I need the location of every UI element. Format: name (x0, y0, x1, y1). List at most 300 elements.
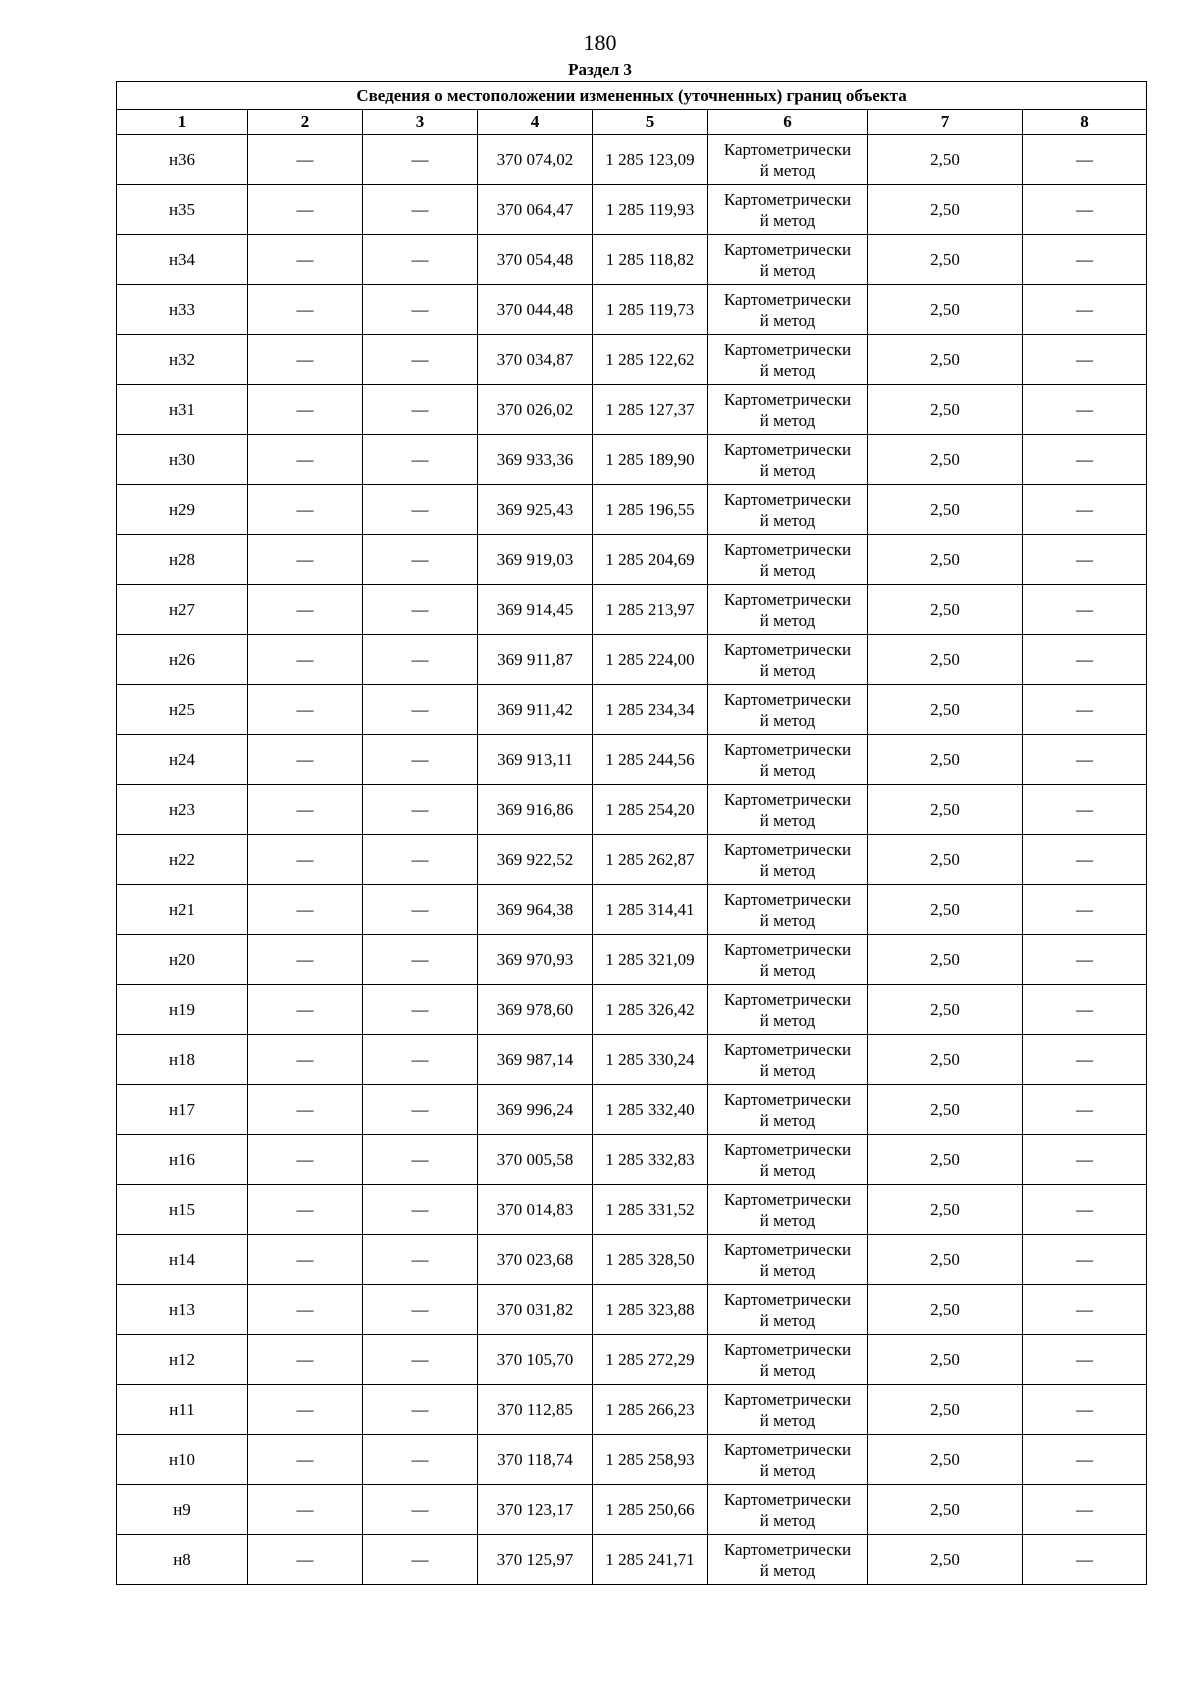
column-2-cell: — (248, 1185, 363, 1235)
method-cell (708, 1235, 868, 1285)
method-cell (708, 135, 868, 185)
point-cell: н13 (117, 1285, 248, 1335)
column-2-cell: — (248, 585, 363, 635)
point-cell: н32 (117, 335, 248, 385)
method-line: Картометрически (723, 1339, 852, 1359)
column-3-cell: — (363, 635, 478, 685)
y-coordinate-cell: 1 285 332,83 (593, 1135, 708, 1185)
method-cell (708, 885, 868, 935)
method-line: Картометрически (723, 639, 852, 659)
column-3-cell: — (363, 235, 478, 285)
column-8-cell: — (1023, 985, 1147, 1035)
column-number-4: 4 (478, 110, 593, 135)
method-cell (708, 835, 868, 885)
method-line: Картометрически (723, 389, 852, 409)
table-row (117, 1485, 1147, 1535)
y-coordinate-cell: 1 285 266,23 (593, 1385, 708, 1435)
column-2-cell: — (248, 935, 363, 985)
accuracy-cell: 2,50 (868, 1535, 1023, 1585)
point-cell: н20 (117, 935, 248, 985)
y-coordinate-cell: 1 285 213,97 (593, 585, 708, 635)
x-coordinate-cell: 370 005,58 (478, 1135, 593, 1185)
y-coordinate-cell: 1 285 272,29 (593, 1335, 708, 1385)
method-line: Картометрически (723, 989, 852, 1009)
x-coordinate-cell: 369 919,03 (478, 535, 593, 585)
x-coordinate-cell: 369 964,38 (478, 885, 593, 935)
column-2-cell: — (248, 1235, 363, 1285)
method-cell (708, 385, 868, 435)
column-3-cell: — (363, 335, 478, 385)
accuracy-cell: 2,50 (868, 1435, 1023, 1485)
method-line: Картометрически (723, 939, 852, 959)
column-2-cell: — (248, 885, 363, 935)
y-coordinate-cell: 1 285 254,20 (593, 785, 708, 835)
method-line: Картометрически (723, 439, 852, 459)
x-coordinate-cell: 369 970,93 (478, 935, 593, 985)
method-line: Картометрически (723, 1139, 852, 1159)
column-8-cell: — (1023, 385, 1147, 435)
method-cell (708, 635, 868, 685)
method-line: й метод (759, 1010, 816, 1030)
column-3-cell: — (363, 1185, 478, 1235)
column-2-cell: — (248, 1285, 363, 1335)
column-3-cell: — (363, 1335, 478, 1385)
method-line: Картометрически (723, 1039, 852, 1059)
table-row (117, 985, 1147, 1035)
y-coordinate-cell: 1 285 250,66 (593, 1485, 708, 1535)
column-3-cell: — (363, 535, 478, 585)
method-cell (708, 285, 868, 335)
method-line: Картометрически (723, 239, 852, 259)
table-caption: Сведения о местоположении измененных (уточненных) границ объекта (117, 82, 1147, 110)
method-line: й метод (759, 410, 816, 430)
column-2-cell: — (248, 135, 363, 185)
point-cell: н21 (117, 885, 248, 935)
point-cell: н15 (117, 1185, 248, 1235)
x-coordinate-cell: 370 064,47 (478, 185, 593, 235)
boundary-points-table (116, 81, 1147, 1585)
column-2-cell: — (248, 985, 363, 1035)
point-cell: н22 (117, 835, 248, 885)
method-line: й метод (759, 1310, 816, 1330)
column-3-cell: — (363, 135, 478, 185)
table-row (117, 185, 1147, 235)
column-3-cell: — (363, 435, 478, 485)
table-row (117, 1435, 1147, 1485)
method-line: Картометрически (723, 1289, 852, 1309)
accuracy-cell: 2,50 (868, 285, 1023, 335)
y-coordinate-cell: 1 285 323,88 (593, 1285, 708, 1335)
accuracy-cell: 2,50 (868, 435, 1023, 485)
column-number-7: 7 (868, 110, 1023, 135)
column-8-cell: — (1023, 885, 1147, 935)
method-line: й метод (759, 610, 816, 630)
accuracy-cell: 2,50 (868, 935, 1023, 985)
column-3-cell: — (363, 1385, 478, 1435)
x-coordinate-cell: 369 996,24 (478, 1085, 593, 1135)
y-coordinate-cell: 1 285 234,34 (593, 685, 708, 735)
table-row (117, 235, 1147, 285)
point-cell: н33 (117, 285, 248, 335)
column-3-cell: — (363, 1085, 478, 1135)
x-coordinate-cell: 369 922,52 (478, 835, 593, 885)
method-line: й метод (759, 810, 816, 830)
accuracy-cell: 2,50 (868, 785, 1023, 835)
column-3-cell: — (363, 835, 478, 885)
x-coordinate-cell: 369 916,86 (478, 785, 593, 835)
column-2-cell: — (248, 1135, 363, 1185)
y-coordinate-cell: 1 285 119,93 (593, 185, 708, 235)
method-cell (708, 335, 868, 385)
accuracy-cell: 2,50 (868, 685, 1023, 735)
method-line: й метод (759, 660, 816, 680)
method-cell (708, 185, 868, 235)
method-line: Картометрически (723, 1389, 852, 1409)
method-line: й метод (759, 310, 816, 330)
method-line: Картометрически (723, 489, 852, 509)
accuracy-cell: 2,50 (868, 1485, 1023, 1535)
point-cell: н11 (117, 1385, 248, 1435)
accuracy-cell: 2,50 (868, 585, 1023, 635)
point-cell: н23 (117, 785, 248, 835)
method-line: й метод (759, 1460, 816, 1480)
accuracy-cell: 2,50 (868, 335, 1023, 385)
table-row (117, 385, 1147, 435)
x-coordinate-cell: 369 913,11 (478, 735, 593, 785)
column-8-cell: — (1023, 635, 1147, 685)
table-row (117, 1035, 1147, 1085)
column-8-cell: — (1023, 335, 1147, 385)
column-number-1: 1 (117, 110, 248, 135)
y-coordinate-cell: 1 285 326,42 (593, 985, 708, 1035)
table-row (117, 1335, 1147, 1385)
table-row (117, 1285, 1147, 1335)
table-row (117, 285, 1147, 335)
x-coordinate-cell: 370 054,48 (478, 235, 593, 285)
method-line: й метод (759, 1110, 816, 1130)
column-3-cell: — (363, 185, 478, 235)
accuracy-cell: 2,50 (868, 485, 1023, 535)
accuracy-cell: 2,50 (868, 185, 1023, 235)
table-row (117, 1085, 1147, 1135)
column-2-cell: — (248, 1085, 363, 1135)
column-8-cell: — (1023, 135, 1147, 185)
method-line: Картометрически (723, 1539, 852, 1559)
x-coordinate-cell: 369 978,60 (478, 985, 593, 1035)
column-3-cell: — (363, 685, 478, 735)
method-line: й метод (759, 510, 816, 530)
column-8-cell: — (1023, 1135, 1147, 1185)
point-cell: н17 (117, 1085, 248, 1135)
x-coordinate-cell: 369 911,42 (478, 685, 593, 735)
column-8-cell: — (1023, 1435, 1147, 1485)
table-body (117, 135, 1147, 1585)
column-3-cell: — (363, 1535, 478, 1585)
y-coordinate-cell: 1 285 332,40 (593, 1085, 708, 1135)
column-number-row (117, 110, 1147, 135)
column-8-cell: — (1023, 1085, 1147, 1135)
accuracy-cell: 2,50 (868, 1385, 1023, 1435)
accuracy-cell: 2,50 (868, 1235, 1023, 1285)
accuracy-cell: 2,50 (868, 1185, 1023, 1235)
column-2-cell: — (248, 285, 363, 335)
accuracy-cell: 2,50 (868, 235, 1023, 285)
table-row (117, 1135, 1147, 1185)
column-2-cell: — (248, 1535, 363, 1585)
y-coordinate-cell: 1 285 314,41 (593, 885, 708, 935)
column-2-cell: — (248, 1485, 363, 1535)
method-cell (708, 435, 868, 485)
table-row (117, 1235, 1147, 1285)
column-8-cell: — (1023, 435, 1147, 485)
column-8-cell: — (1023, 835, 1147, 885)
accuracy-cell: 2,50 (868, 1135, 1023, 1185)
column-8-cell: — (1023, 585, 1147, 635)
point-cell: н12 (117, 1335, 248, 1385)
y-coordinate-cell: 1 285 330,24 (593, 1035, 708, 1085)
method-line: й метод (759, 360, 816, 380)
method-line: й метод (759, 460, 816, 480)
y-coordinate-cell: 1 285 119,73 (593, 285, 708, 335)
method-cell (708, 1085, 868, 1135)
column-8-cell: — (1023, 735, 1147, 785)
column-2-cell: — (248, 1035, 363, 1085)
method-line: й метод (759, 960, 816, 980)
column-number-6: 6 (708, 110, 868, 135)
point-cell: н36 (117, 135, 248, 185)
y-coordinate-cell: 1 285 331,52 (593, 1185, 708, 1235)
y-coordinate-cell: 1 285 127,37 (593, 385, 708, 435)
method-cell (708, 535, 868, 585)
method-cell (708, 1285, 868, 1335)
point-cell: н34 (117, 235, 248, 285)
accuracy-cell: 2,50 (868, 635, 1023, 685)
x-coordinate-cell: 370 112,85 (478, 1385, 593, 1435)
column-3-cell: — (363, 485, 478, 535)
accuracy-cell: 2,50 (868, 385, 1023, 435)
column-8-cell: — (1023, 185, 1147, 235)
method-line: й метод (759, 710, 816, 730)
method-line: й метод (759, 1060, 816, 1080)
point-cell: н26 (117, 635, 248, 685)
column-2-cell: — (248, 835, 363, 885)
column-8-cell: — (1023, 1335, 1147, 1385)
method-cell (708, 1335, 868, 1385)
point-cell: н24 (117, 735, 248, 785)
column-2-cell: — (248, 235, 363, 285)
y-coordinate-cell: 1 285 122,62 (593, 335, 708, 385)
x-coordinate-cell: 370 125,97 (478, 1535, 593, 1585)
table-row (117, 335, 1147, 385)
accuracy-cell: 2,50 (868, 1085, 1023, 1135)
column-8-cell: — (1023, 935, 1147, 985)
table-row (117, 885, 1147, 935)
column-number-8: 8 (1023, 110, 1147, 135)
y-coordinate-cell: 1 285 258,93 (593, 1435, 708, 1485)
x-coordinate-cell: 370 023,68 (478, 1235, 593, 1285)
method-line: й метод (759, 560, 816, 580)
column-8-cell: — (1023, 1285, 1147, 1335)
y-coordinate-cell: 1 285 241,71 (593, 1535, 708, 1585)
point-cell: н25 (117, 685, 248, 735)
table-row (117, 785, 1147, 835)
column-2-cell: — (248, 635, 363, 685)
table-row (117, 685, 1147, 735)
accuracy-cell: 2,50 (868, 1035, 1023, 1085)
point-cell: н27 (117, 585, 248, 635)
column-number-2: 2 (248, 110, 363, 135)
table-row (117, 835, 1147, 885)
table-row (117, 935, 1147, 985)
table-row (117, 435, 1147, 485)
column-2-cell: — (248, 485, 363, 535)
y-coordinate-cell: 1 285 262,87 (593, 835, 708, 885)
method-line: Картометрически (723, 1439, 852, 1459)
accuracy-cell: 2,50 (868, 1285, 1023, 1335)
accuracy-cell: 2,50 (868, 135, 1023, 185)
x-coordinate-cell: 370 074,02 (478, 135, 593, 185)
point-cell: н16 (117, 1135, 248, 1185)
method-line: Картометрически (723, 689, 852, 709)
point-cell: н14 (117, 1235, 248, 1285)
column-2-cell: — (248, 385, 363, 435)
method-cell (708, 935, 868, 985)
method-line: й метод (759, 210, 816, 230)
method-cell (708, 1485, 868, 1535)
method-line: Картометрически (723, 589, 852, 609)
column-8-cell: — (1023, 785, 1147, 835)
x-coordinate-cell: 369 914,45 (478, 585, 593, 635)
table-row (117, 1385, 1147, 1435)
method-line: й метод (759, 1210, 816, 1230)
y-coordinate-cell: 1 285 244,56 (593, 735, 708, 785)
x-coordinate-cell: 370 014,83 (478, 1185, 593, 1235)
column-8-cell: — (1023, 1035, 1147, 1085)
point-cell: н30 (117, 435, 248, 485)
column-8-cell: — (1023, 485, 1147, 535)
column-3-cell: — (363, 1485, 478, 1535)
column-2-cell: — (248, 435, 363, 485)
column-3-cell: — (363, 1435, 478, 1485)
column-2-cell: — (248, 735, 363, 785)
method-cell (708, 1035, 868, 1085)
column-2-cell: — (248, 535, 363, 585)
point-cell: н28 (117, 535, 248, 585)
column-2-cell: — (248, 185, 363, 235)
method-line: Картометрически (723, 1089, 852, 1109)
column-8-cell: — (1023, 1185, 1147, 1235)
x-coordinate-cell: 370 031,82 (478, 1285, 593, 1335)
point-cell: н35 (117, 185, 248, 235)
column-3-cell: — (363, 1235, 478, 1285)
column-3-cell: — (363, 285, 478, 335)
y-coordinate-cell: 1 285 118,82 (593, 235, 708, 285)
x-coordinate-cell: 369 987,14 (478, 1035, 593, 1085)
column-2-cell: — (248, 1335, 363, 1385)
y-coordinate-cell: 1 285 321,09 (593, 935, 708, 985)
method-line: Картометрически (723, 189, 852, 209)
method-cell (708, 1435, 868, 1485)
method-line: й метод (759, 910, 816, 930)
point-cell: н10 (117, 1435, 248, 1485)
column-3-cell: — (363, 1135, 478, 1185)
point-cell: н31 (117, 385, 248, 435)
method-cell (708, 485, 868, 535)
column-8-cell: — (1023, 1485, 1147, 1535)
method-cell (708, 685, 868, 735)
method-line: й метод (759, 1410, 816, 1430)
table-row (117, 1535, 1147, 1585)
column-3-cell: — (363, 885, 478, 935)
y-coordinate-cell: 1 285 224,00 (593, 635, 708, 685)
column-2-cell: — (248, 1435, 363, 1485)
method-line: Картометрически (723, 889, 852, 909)
table-row (117, 1185, 1147, 1235)
column-8-cell: — (1023, 685, 1147, 735)
column-3-cell: — (363, 1035, 478, 1085)
x-coordinate-cell: 370 105,70 (478, 1335, 593, 1385)
y-coordinate-cell: 1 285 189,90 (593, 435, 708, 485)
method-cell (708, 1535, 868, 1585)
accuracy-cell: 2,50 (868, 535, 1023, 585)
method-line: й метод (759, 1360, 816, 1380)
y-coordinate-cell: 1 285 196,55 (593, 485, 708, 535)
column-3-cell: — (363, 1285, 478, 1335)
x-coordinate-cell: 369 925,43 (478, 485, 593, 535)
column-8-cell: — (1023, 535, 1147, 585)
column-3-cell: — (363, 985, 478, 1035)
method-line: Картометрически (723, 839, 852, 859)
y-coordinate-cell: 1 285 328,50 (593, 1235, 708, 1285)
x-coordinate-cell: 370 123,17 (478, 1485, 593, 1535)
accuracy-cell: 2,50 (868, 885, 1023, 935)
method-line: й метод (759, 1510, 816, 1530)
method-line: й метод (759, 1160, 816, 1180)
accuracy-cell: 2,50 (868, 985, 1023, 1035)
method-cell (708, 735, 868, 785)
method-line: Картометрически (723, 339, 852, 359)
accuracy-cell: 2,50 (868, 835, 1023, 885)
method-line: й метод (759, 160, 816, 180)
method-cell (708, 1135, 868, 1185)
table-row (117, 485, 1147, 535)
table-row (117, 585, 1147, 635)
x-coordinate-cell: 369 911,87 (478, 635, 593, 685)
method-cell (708, 785, 868, 835)
column-number-5: 5 (593, 110, 708, 135)
column-number-3: 3 (363, 110, 478, 135)
method-line: Картометрически (723, 1489, 852, 1509)
accuracy-cell: 2,50 (868, 735, 1023, 785)
method-cell (708, 1185, 868, 1235)
method-line: й метод (759, 860, 816, 880)
method-line: Картометрически (723, 1239, 852, 1259)
table-row (117, 535, 1147, 585)
column-3-cell: — (363, 935, 478, 985)
method-cell (708, 985, 868, 1035)
table-row (117, 635, 1147, 685)
method-line: Картометрически (723, 289, 852, 309)
point-cell: н9 (117, 1485, 248, 1535)
column-8-cell: — (1023, 1385, 1147, 1435)
y-coordinate-cell: 1 285 123,09 (593, 135, 708, 185)
column-2-cell: — (248, 785, 363, 835)
column-2-cell: — (248, 1385, 363, 1435)
column-3-cell: — (363, 385, 478, 435)
method-cell (708, 1385, 868, 1435)
method-line: й метод (759, 1560, 816, 1580)
column-2-cell: — (248, 685, 363, 735)
